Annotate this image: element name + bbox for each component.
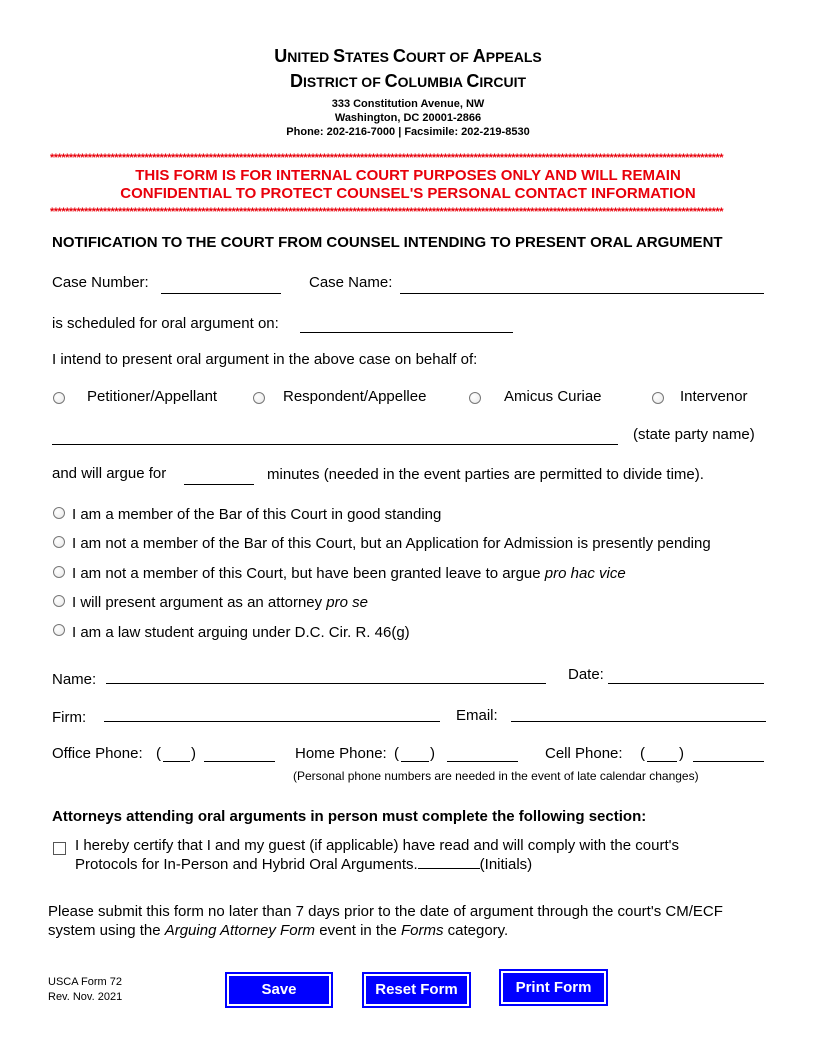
firm-label: Firm:: [52, 709, 87, 726]
certify-checkbox[interactable]: [53, 842, 66, 855]
email-field[interactable]: [511, 721, 766, 722]
argue-for-label: and will argue for: [52, 465, 167, 482]
radio-petitioner[interactable]: [53, 392, 65, 404]
office-phone-area-paren-close: ): [191, 745, 196, 762]
print-form-button[interactable]: Print Form: [501, 971, 606, 1004]
cell-phone-label: Cell Phone:: [545, 745, 623, 762]
form-id: USCA Form 72 Rev. Nov. 2021: [48, 976, 123, 1003]
option-respondent-label: Respondent/Appellee: [283, 388, 427, 405]
option-intervenor-label: Intervenor: [680, 388, 748, 405]
phone-note: (Personal phone numbers are needed in the event of late calendar changes): [293, 769, 699, 783]
office-phone-label: Office Phone:: [52, 745, 143, 762]
office-phone-area-field[interactable]: [163, 761, 190, 762]
radio-admission-pending[interactable]: [53, 536, 65, 548]
cell-phone-number-field[interactable]: [693, 761, 764, 762]
case-name-field[interactable]: [400, 293, 764, 294]
banner-stars-bottom: **********************************************************************************************************************************************************************************: [50, 206, 723, 218]
court-address: 333 Constitution Avenue, NW Washington, DC 20001-2866 Phone: 202-216-7000 | Facsimile: 202-219-8530: [286, 98, 530, 138]
in-person-heading: Attorneys attending oral arguments in person must complete the following section:: [52, 808, 647, 825]
case-name-label: Case Name:: [309, 274, 393, 291]
date-field[interactable]: [608, 683, 764, 684]
party-name-field[interactable]: [52, 444, 618, 445]
home-phone-number-field[interactable]: [447, 761, 518, 762]
cell-phone-area-paren-close: ): [679, 745, 684, 762]
option-amicus-label: Amicus Curiae: [504, 388, 602, 405]
state-party-label: (state party name): [633, 426, 755, 443]
bar-member-label: I am a member of the Bar of this Court in good standing: [72, 506, 442, 523]
save-button[interactable]: Save: [227, 974, 331, 1006]
name-label: Name:: [52, 671, 97, 688]
case-number-label: Case Number:: [52, 274, 149, 291]
radio-intervenor[interactable]: [652, 392, 664, 404]
certify-text: I hereby certify that I and my guest (if applicable) have read and will comply with the court's Protocols for In-Person and Hybrid Oral Arguments. (Initials): [75, 837, 679, 873]
option-petitioner-label: Petitioner/Appellant: [87, 388, 218, 405]
intend-label: I intend to present oral argument in the above case on behalf of:: [52, 351, 478, 368]
minutes-label: minutes (needed in the event parties are permitted to divide time).: [267, 466, 704, 483]
name-field[interactable]: [106, 683, 546, 684]
minutes-field[interactable]: [184, 484, 254, 485]
radio-law-student[interactable]: [53, 624, 65, 636]
radio-pro-se[interactable]: [53, 595, 65, 607]
radio-amicus[interactable]: [469, 392, 481, 404]
radio-bar-member[interactable]: [53, 507, 65, 519]
home-phone-area-paren-open: (: [394, 745, 399, 762]
law-student-label: I am a law student arguing under D.C. Cir. R. 46(g): [72, 624, 410, 641]
radio-respondent[interactable]: [253, 392, 265, 404]
radio-pro-hac-vice[interactable]: [53, 566, 65, 578]
office-phone-area-paren-open: (: [156, 745, 161, 762]
admission-pending-label: I am not a member of the Bar of this Court, but an Application for Admission is presently pending: [72, 535, 711, 552]
firm-field[interactable]: [104, 721, 440, 722]
court-name-line2: DISTRICT OF COLUMBIA CIRCUIT: [289, 71, 527, 91]
home-phone-area-paren-close: ): [430, 745, 435, 762]
pro-hac-vice-label: I am not a member of this Court, but have been granted leave to argue pro hac vice: [72, 565, 626, 582]
case-number-field[interactable]: [161, 293, 281, 294]
date-label: Date:: [568, 666, 604, 683]
confidential-banner: THIS FORM IS FOR INTERNAL COURT PURPOSES ONLY AND WILL REMAIN CONFIDENTIAL TO PROTECT COUNSEL'S PERSONAL CONTACT INFORMATION: [120, 167, 696, 202]
argument-date-field[interactable]: [300, 332, 513, 333]
email-label: Email:: [456, 707, 498, 724]
home-phone-label: Home Phone:: [295, 745, 387, 762]
cell-phone-area-paren-open: (: [640, 745, 645, 762]
form-title: NOTIFICATION TO THE COURT FROM COUNSEL INTENDING TO PRESENT ORAL ARGUMENT: [52, 234, 723, 251]
pro-se-label: I will present argument as an attorney pro se: [72, 594, 368, 611]
scheduled-label: is scheduled for oral argument on:: [52, 315, 279, 332]
submit-instructions: Please submit this form no later than 7 days prior to the date of argument through the court's CM/ECF system using the Arguing Attorney Form event in the Forms category.: [48, 903, 723, 939]
reset-form-button[interactable]: Reset Form: [364, 974, 469, 1006]
initials-field[interactable]: [418, 855, 480, 869]
banner-stars-top: **********************************************************************************************************************************************************************************: [50, 152, 723, 164]
court-name-line1: UNITED STATES COURT OF APPEALS: [274, 46, 542, 66]
cell-phone-area-field[interactable]: [647, 761, 677, 762]
home-phone-area-field[interactable]: [401, 761, 429, 762]
office-phone-number-field[interactable]: [204, 761, 275, 762]
